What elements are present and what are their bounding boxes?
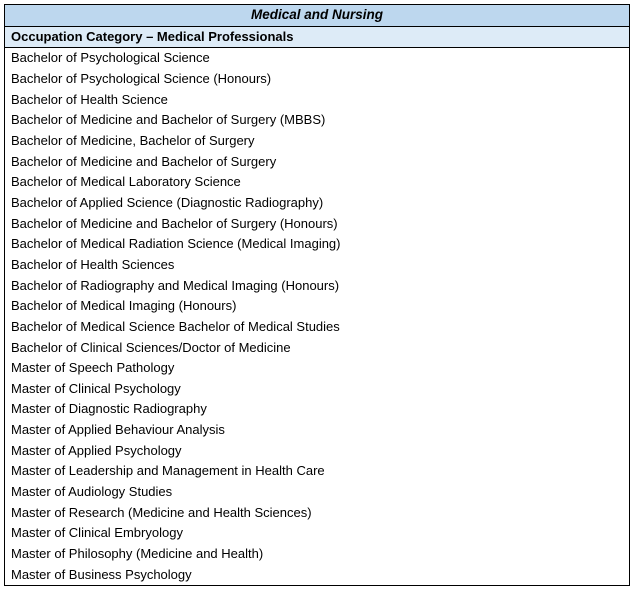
- table-row: [5, 234, 630, 255]
- qualification-name: Bachelor of Applied Science (Diagnostic Radiography): [5, 193, 630, 214]
- table-row: [5, 503, 630, 524]
- table-row: [5, 48, 630, 69]
- qualification-name: Master of Clinical Psychology: [5, 379, 630, 400]
- table-row: [5, 90, 630, 111]
- qualification-name: Bachelor of Medical Imaging (Honours): [5, 296, 630, 317]
- table-row: [5, 420, 630, 441]
- qualification-name: Bachelor of Medicine and Bachelor of Surgery (Honours): [5, 214, 630, 235]
- occupation-table: [4, 4, 630, 586]
- table-row: [5, 69, 630, 90]
- qualification-name: Master of Business Psychology: [5, 565, 630, 586]
- qualification-name: Master of Clinical Embryology: [5, 523, 630, 544]
- qualification-name: Bachelor of Medical Science Bachelor of Medical Studies: [5, 317, 630, 338]
- table-row: [5, 399, 630, 420]
- category-header: Occupation Category – Medical Professionals: [5, 26, 630, 48]
- qualification-name: Master of Applied Psychology: [5, 441, 630, 462]
- table-row: [5, 172, 630, 193]
- table-row: [5, 379, 630, 400]
- qualification-name: Master of Leadership and Management in Health Care: [5, 461, 630, 482]
- table-row: [5, 317, 630, 338]
- table-row: [5, 482, 630, 503]
- table-row: [5, 544, 630, 565]
- qualification-name: Master of Philosophy (Medicine and Health): [5, 544, 630, 565]
- qualification-name: Bachelor of Psychological Science (Honours): [5, 69, 630, 90]
- table-row: [5, 214, 630, 235]
- table-row: [5, 276, 630, 297]
- table-row: [5, 255, 630, 276]
- qualification-name: Bachelor of Medicine, Bachelor of Surgery: [5, 131, 630, 152]
- qualification-name: Bachelor of Medical Laboratory Science: [5, 172, 630, 193]
- qualification-name: Bachelor of Radiography and Medical Imaging (Honours): [5, 276, 630, 297]
- table-row: [5, 523, 630, 544]
- qualification-name: Bachelor of Medicine and Bachelor of Surgery: [5, 152, 630, 173]
- qualification-name: Bachelor of Clinical Sciences/Doctor of Medicine: [5, 338, 630, 359]
- table-row: [5, 441, 630, 462]
- qualification-name: Master of Audiology Studies: [5, 482, 630, 503]
- qualification-name: Bachelor of Health Science: [5, 90, 630, 111]
- qualification-name: Bachelor of Health Sciences: [5, 255, 630, 276]
- table-row: [5, 296, 630, 317]
- table-row: [5, 131, 630, 152]
- table-row: [5, 193, 630, 214]
- table-title: Medical and Nursing: [5, 5, 630, 27]
- table-row: [5, 338, 630, 359]
- qualification-name: Master of Research (Medicine and Health Sciences): [5, 503, 630, 524]
- qualification-name: Master of Speech Pathology: [5, 358, 630, 379]
- qualification-name: Bachelor of Medical Radiation Science (Medical Imaging): [5, 234, 630, 255]
- qualification-name: Bachelor of Psychological Science: [5, 48, 630, 69]
- table-row: [5, 565, 630, 586]
- table-row: [5, 110, 630, 131]
- qualification-name: Master of Diagnostic Radiography: [5, 399, 630, 420]
- qualification-name: Master of Applied Behaviour Analysis: [5, 420, 630, 441]
- table-row: [5, 152, 630, 173]
- qualification-name: Bachelor of Medicine and Bachelor of Surgery (MBBS): [5, 110, 630, 131]
- table-row: [5, 461, 630, 482]
- table-row: [5, 358, 630, 379]
- title-row: [5, 5, 630, 27]
- header-row: [5, 26, 630, 48]
